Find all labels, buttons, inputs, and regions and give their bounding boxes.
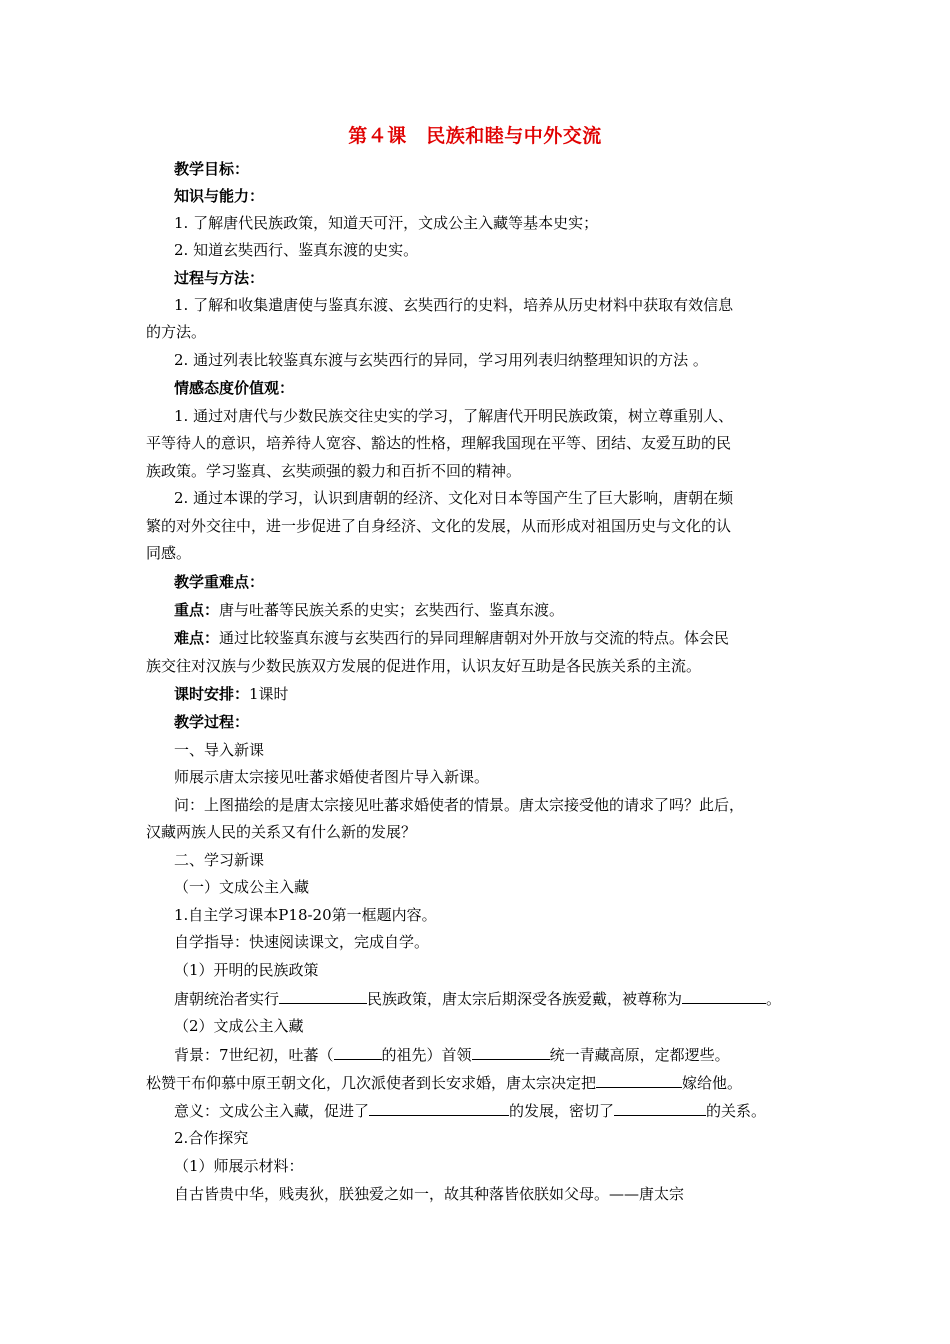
item-2-heading: （2）文成公主入藏: [174, 1017, 304, 1035]
heading-process-method: 过程与方法：: [174, 269, 265, 287]
emotion-item-1-line-3: 族政策。学习鉴真、玄奘顽强的毅力和百折不回的精神。: [146, 462, 522, 480]
fill-in-blank[interactable]: [596, 1072, 682, 1088]
schedule-label: 课时安排：: [174, 685, 250, 703]
fill-in-line-background-2: [146, 1072, 826, 1093]
section-2-heading: 二、学习新课: [174, 851, 265, 869]
section-1-text: 师展示唐太宗接见吐蕃求婚使者图片导入新课。: [174, 768, 490, 786]
fill-in-text: 的祖先）首领: [381, 1046, 472, 1064]
fill-in-text: 背景：7世纪初，吐蕃（: [174, 1046, 334, 1064]
knowledge-item-1: 1. 了解唐代民族政策，知道天可汗，文成公主入藏等基本史实；: [174, 214, 599, 232]
heading-key-difficult-points: 教学重难点：: [174, 573, 265, 591]
difficult-point-line-2: 族交往对汉族与少数民族双方发展的促进作用，认识友好互助是各民族关系的主流。: [146, 657, 702, 675]
process-item-1-line-1: 1. 了解和收集遣唐使与鉴真东渡、玄奘西行的史料，培养从历史材料中获取有效信息: [174, 296, 734, 314]
material-heading: （1）师展示材料：: [174, 1157, 304, 1175]
fill-in-blank[interactable]: [369, 1100, 509, 1116]
fill-in-blank[interactable]: [614, 1100, 706, 1116]
lesson-title: 第４课 民族和睦与中外交流: [348, 125, 602, 147]
cooperative-inquiry-heading: 2.合作探究: [174, 1129, 249, 1147]
emotion-item-1-line-2: 平等待人的意识，培养待人宽容、豁达的性格，理解我国现在平等、团结、友爱互助的民: [146, 434, 732, 452]
fill-in-line-background-1: [174, 1044, 826, 1065]
self-study-instruction: 1.自主学习课本P18-20第一框题内容。: [174, 906, 437, 924]
fill-in-text: 松赞干布仰慕中原王朝文化，几次派使者到长安求婚，唐太宗决定把: [146, 1074, 597, 1092]
process-item-2: 2. 通过列表比较鉴真东渡与玄奘西行的异同，学习用列表归纳整理知识的方法 。: [174, 351, 708, 369]
schedule: [174, 684, 826, 704]
fill-in-blank[interactable]: [472, 1044, 550, 1060]
question-line-2: 汉藏两族人民的关系又有什么新的发展？: [146, 823, 417, 841]
question-line-1: 问：上图描绘的是唐太宗接见吐蕃求婚使者的情景。唐太宗接受他的请求了吗？此后，: [174, 796, 745, 814]
knowledge-item-2: 2. 知道玄奘西行、鉴真东渡的史实。: [174, 241, 419, 259]
emotion-item-2-line-3: 同感。: [146, 544, 192, 562]
heading-emotion-values: 情感态度价值观：: [174, 379, 295, 397]
key-point-text: 唐与吐蕃等民族关系的史实；玄奘西行、鉴真东渡。: [219, 601, 565, 619]
emotion-item-1-line-1: 1. 通过对唐代与少数民族交往史实的学习，了解唐代开明民族政策，树立尊重别人、: [174, 407, 734, 425]
key-point: [174, 600, 826, 620]
fill-in-text: 意义：文成公主入藏，促进了: [174, 1102, 370, 1120]
fill-in-text: 嫁给他。: [682, 1074, 743, 1092]
fill-in-text: 。: [766, 990, 782, 1008]
heading-teaching-goals: 教学目标：: [174, 160, 250, 178]
schedule-text: 1课时: [249, 685, 289, 703]
emotion-item-2-line-2: 繁的对外交往中，进一步促进了自身经济、文化的发展，从而形成对祖国历史与文化的认: [146, 517, 732, 535]
fill-in-text: 统一青藏高原，定都逻些。: [549, 1046, 730, 1064]
heading-teaching-procedure: 教学过程：: [174, 713, 250, 731]
section-1-heading: 一、导入新课: [174, 741, 265, 759]
section-2-1-heading: （一）文成公主入藏: [174, 878, 310, 896]
fill-in-blank[interactable]: [334, 1044, 382, 1060]
fill-in-text: 的关系。: [706, 1102, 767, 1120]
fill-in-text: 民族政策，唐太宗后期深受各族爱戴，被尊称为: [367, 990, 683, 1008]
self-study-guide: 自学指导：快速阅读课文，完成自学。: [174, 933, 430, 951]
fill-in-line-significance: [174, 1100, 826, 1121]
fill-in-text: 唐朝统治者实行: [174, 990, 280, 1008]
process-item-1-line-2: 的方法。: [146, 323, 207, 341]
difficult-point-line-1: [174, 628, 826, 648]
emotion-item-2-line-1: 2. 通过本课的学习，认识到唐朝的经济、文化对日本等国产生了巨大影响，唐朝在频: [174, 489, 734, 507]
difficult-point-label: 难点：: [174, 629, 220, 647]
fill-in-blank[interactable]: [682, 988, 766, 1004]
item-1-heading: （1）开明的民族政策: [174, 961, 319, 979]
material-quote: 自古皆贵中华，贱夷狄，朕独爱之如一，故其种落皆依朕如父母。——唐太宗: [174, 1185, 685, 1203]
fill-in-text: 的发展，密切了: [509, 1102, 615, 1120]
fill-in-line-policy: [174, 988, 826, 1009]
difficult-point-text: 通过比较鉴真东渡与玄奘西行的异同理解唐朝对外开放与交流的特点。体会民: [219, 629, 730, 647]
key-point-label: 重点：: [174, 601, 220, 619]
heading-knowledge-ability: 知识与能力：: [174, 187, 265, 205]
fill-in-blank[interactable]: [279, 988, 367, 1004]
